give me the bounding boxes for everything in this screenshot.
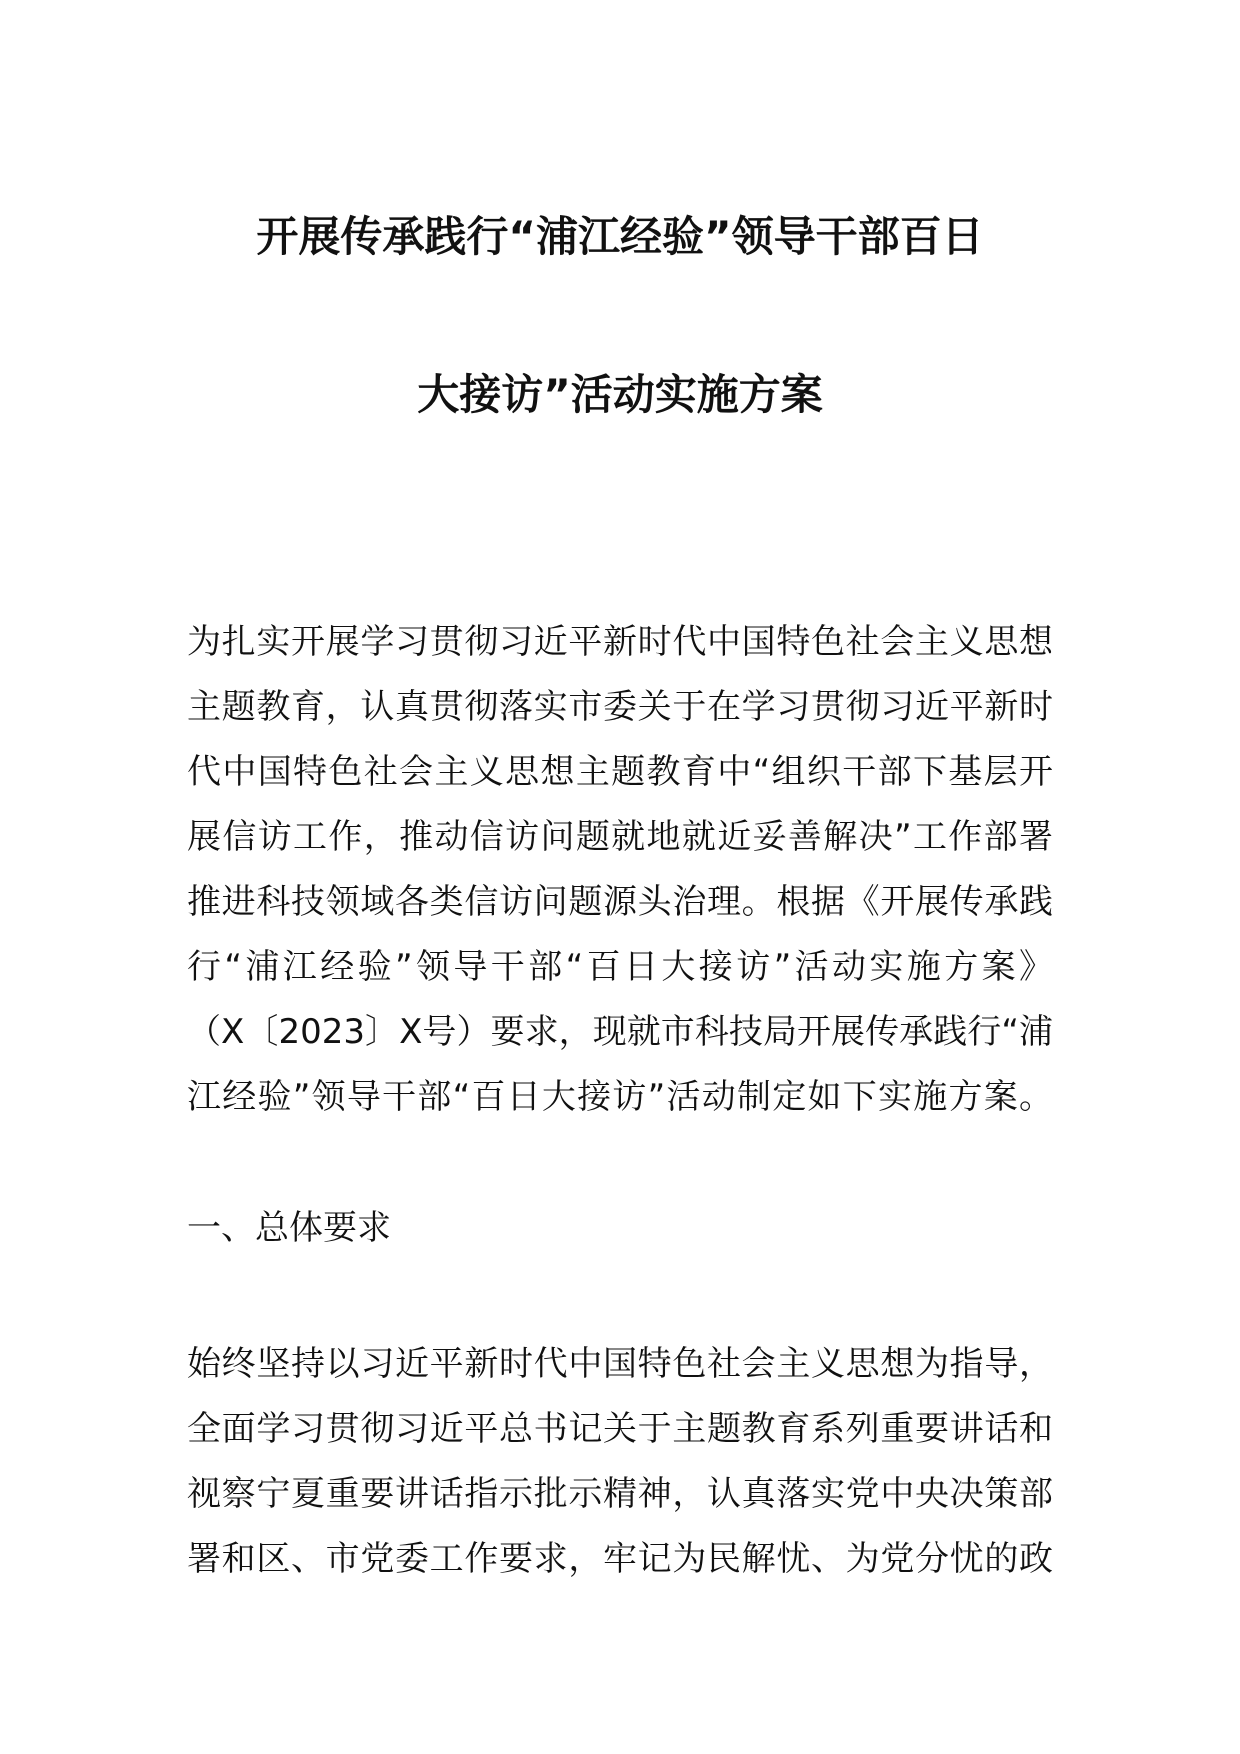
paragraph-line: 为扎实开展学习贯彻习近平新时代中国特色社会主义思想 — [187, 622, 1053, 662]
section-heading: 一、总体要求 — [187, 1208, 391, 1248]
paragraph-line: 推进科技领域各类信访问题源头治理。根据《开展传承践 — [187, 882, 1053, 922]
title-line-1: 开展传承践行“浦江经验”领导干部百日 — [256, 212, 984, 261]
paragraph-line: 江经验”领导干部“百日大接访”活动制定如下实施方案。 — [187, 1077, 1053, 1117]
paragraph-line: 署和区、市党委工作要求，牢记为民解忧、为党分忧的政 — [187, 1539, 1053, 1579]
paragraph-line: 始终坚持以习近平新时代中国特色社会主义思想为指导， — [187, 1344, 1053, 1384]
paragraph-line: 主题教育，认真贯彻落实市委关于在学习贯彻习近平新时 — [187, 687, 1053, 727]
title-line-2: 大接访”活动实施方案 — [417, 370, 823, 419]
paragraph-line: （X〔2023〕X号）要求，现就市科技局开展传承践行“浦 — [187, 1012, 1053, 1052]
paragraph-line: 视察宁夏重要讲话指示批示精神，认真落实党中央决策部 — [187, 1474, 1053, 1514]
paragraph-line: 行“浦江经验”领导干部“百日大接访”活动实施方案》 — [187, 947, 1053, 987]
paragraph-line: 展信访工作，推动信访问题就地就近妥善解决”工作部署 — [187, 817, 1053, 857]
paragraph-line: 代中国特色社会主义思想主题教育中“组织干部下基层开 — [187, 752, 1053, 792]
paragraph-line: 全面学习贯彻习近平总书记关于主题教育系列重要讲话和 — [187, 1409, 1053, 1449]
